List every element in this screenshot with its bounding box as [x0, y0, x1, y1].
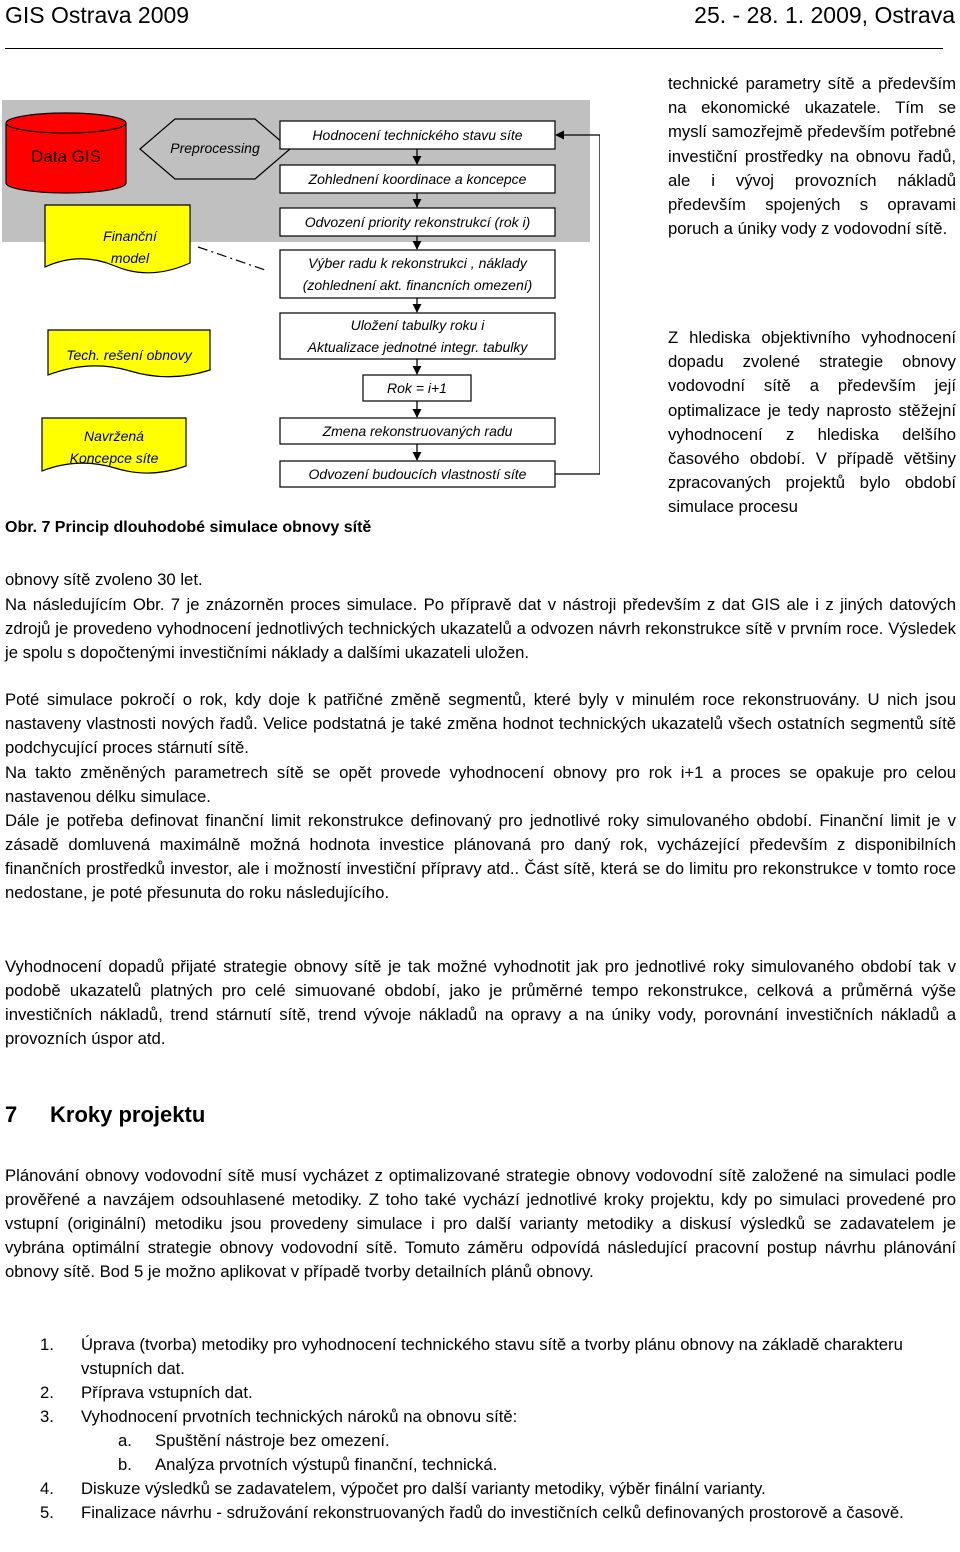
figure-simulation-diagram — [0, 95, 600, 565]
list-item-text: Vyhodnocení prvotních technických nároků na obnovu sítě: — [81, 1407, 518, 1426]
navrzena-koncepce-label-1: Navržená — [84, 428, 144, 444]
list-item-number: 1. — [40, 1335, 54, 1354]
body-paragraph-2: Poté simulace pokročí o rok, kdy doje k patřičné změně segmentů, které byly v minulém roce rekonstruovány. U nich jsou nastaveny vlastnosti nových řadů. Velice podstatná je také změna hodnot technických ukazatelů všech ostatních segmentů sítě podchycující proces stárnutí sítě. — [5, 690, 956, 757]
list-subitem-letter: b. — [118, 1455, 132, 1474]
list-item — [5, 1405, 956, 1429]
list-item — [5, 1477, 956, 1501]
step-ulozeni-1: Uložení tabulky roku i — [350, 317, 485, 333]
list-item-text: Příprava vstupních dat. — [81, 1383, 253, 1402]
body-paragraph-5: Vyhodnocení dopadů přijaté strategie obnovy sítě je tak možné vyhodnotit jak pro jednotlivé roky simulovaného období tak v podobě ukazatelů platných pro celé simuované období, jako je průměrné tempo rekonstrukce, celková a průměrná výše investičních nákladů, trend stárnutí sítě, trend vývoje nákladů na opravy a na úniky vody, porovnání investičních nákladů a provozních úspor atd. — [5, 957, 956, 1048]
finance-link-line — [198, 247, 268, 271]
section-title: Kroky projektu — [50, 1102, 206, 1127]
list-item-text: Finalizace návrhu - sdružování rekonstruovaných řadů do investičních celků definovaných prostorově a časově. — [81, 1503, 904, 1522]
body-continuation: obnovy sítě zvoleno 30 let. — [5, 570, 203, 589]
list-item-number: 2. — [40, 1383, 54, 1402]
step-zohledneni: Zohlednení koordinace a koncepce — [308, 171, 527, 187]
step-odvozeni: Odvození budoucích vlastností síte — [308, 466, 527, 482]
list-item-number: 3. — [40, 1407, 54, 1426]
navrzena-koncepce-label-2: Koncepce síte — [69, 450, 159, 466]
step-ulozeni-2: Aktualizace jednotné integr. tabulky — [307, 339, 528, 355]
body-paragraph-3: Na takto změněných parametrech sítě se opět provede vyhodnocení obnovy pro rok i+1 a proces se opakuje pro celou nastavenou délku simulace. — [5, 763, 956, 806]
header-rule — [5, 48, 943, 49]
step-zmena: Zmena rekonstruovaných radu — [322, 423, 513, 439]
list-item-text: Úprava (tvorba) metodiky pro vyhodnocení technického stavu sítě a tvorby plánu obnovy na základě charakteru vstupních dat. — [81, 1335, 903, 1378]
list-item — [5, 1381, 956, 1405]
list-item-text: Diskuze výsledků se zadavatelem, výpočet pro další varianty metodiky, výběr finální varianty. — [81, 1479, 766, 1498]
body-paragraph-4: Dále je potřeba definovat finanční limit rekonstrukce definovaný pro jednotlivé roky simulovaného období. Finanční limit je v zásadě domluvená maximálně možná hodnota investice plánovaná pro daný rok, vycházející především z disponibilních finančních prostředků investor, ale i možností investiční přípravy atd.. Část sítě, která se do limitu pro rekonstrukce v tomto roce nedostane, je poté přesunuta do roku následujícího. — [5, 811, 956, 902]
financni-model-label-1: Finanční — [103, 228, 157, 244]
list-subitem-letter: a. — [118, 1431, 132, 1450]
steps-list — [5, 1333, 956, 1525]
data-gis-label: Data GIS — [31, 147, 101, 166]
section-heading — [5, 1102, 205, 1128]
page-header — [0, 0, 960, 30]
list-item — [5, 1501, 956, 1525]
step-priorita: Odvození priority rekonstrukcí (rok i) — [304, 214, 531, 230]
section-number: 7 — [5, 1102, 18, 1127]
header-conference: GIS Ostrava 2009 — [5, 2, 190, 28]
header-date-place: 25. - 28. 1. 2009, Ostrava — [694, 2, 955, 28]
body-paragraph-1: Na následujícím Obr. 7 je znázorněn proces simulace. Po přípravě dat v nástroji především z dat GIS ale i z jiných datových zdrojů je provedeno vyhodnocení jednotlivých technických ukazatelů a odvozen návrh rekonstrukce sítě v prvním roce. Výsledek je spolu s dopočtenými investičními náklady a dalšími ukazateli uložen. — [5, 595, 956, 662]
figure-caption: Obr. 7 Princip dlouhodobé simulace obnovy sítě — [5, 519, 372, 536]
step-vyber-1: Výber radu k rekonstrukci , náklady — [308, 255, 527, 271]
list-item-number: 5. — [40, 1503, 54, 1522]
list-subitem — [5, 1429, 956, 1453]
side-paragraph-1: technické parametry sítě a především na ekonomické ukazatele. Tím se myslí samozřejmě především potřebné investiční prostředky na obnovu řadů, ale i vývoj provozních nákladů především spojených s opravami poruch a úniky vody z vodovodní sítě. — [668, 74, 956, 239]
step-vyber-2: (zohlednení akt. financních omezení) — [302, 277, 533, 293]
section-paragraph: Plánování obnovy vodovodní sítě musí vycházet z optimalizované strategie obnovy vodovodní sítě založené na simulaci podle prověřené a navzájem odsouhlasené metodiky. Z toho také vychází jednotlivé kroky projektu, kdy po simulaci provedené pro vstupní (originální) metodiku jsou provedeny simulace i pro další varianty metodiky a diskusí výsledků se zadavatelem je vybrána optimální strategie obnovy vodovodní sítě. Tomuto záměru odpovídá následující pracovní postup návrhu plánování obnovy sítě. Bod 5 je možno aplikovat v případě tvorby detailních plánů obnovy. — [5, 1166, 956, 1281]
step-rok: Rok = i+1 — [387, 380, 447, 396]
financni-model-label-2: model — [110, 250, 150, 266]
list-item — [5, 1333, 956, 1381]
list-subitem-text: Analýza prvotních výstupů finanční, technická. — [155, 1455, 498, 1474]
side-paragraph-2: Z hlediska objektivního vyhodnocení dopadu zvolené strategie obnovy vodovodní sítě a především její optimalizace je tedy naprosto stěžejní vyhodnocení z hlediska delšího časového období. V případě většiny zpracovaných projektů bylo období simulace procesu — [668, 328, 956, 517]
list-item-number: 4. — [40, 1479, 54, 1498]
list-subitem — [5, 1453, 956, 1477]
preprocessing-label: Preprocessing — [170, 140, 260, 156]
tech-reseni-label: Tech. rešení obnovy — [66, 347, 192, 363]
list-subitem-text: Spuštění nástroje bez omezení. — [155, 1431, 390, 1450]
step-hodnoceni: Hodnocení technického stavu síte — [312, 127, 523, 143]
